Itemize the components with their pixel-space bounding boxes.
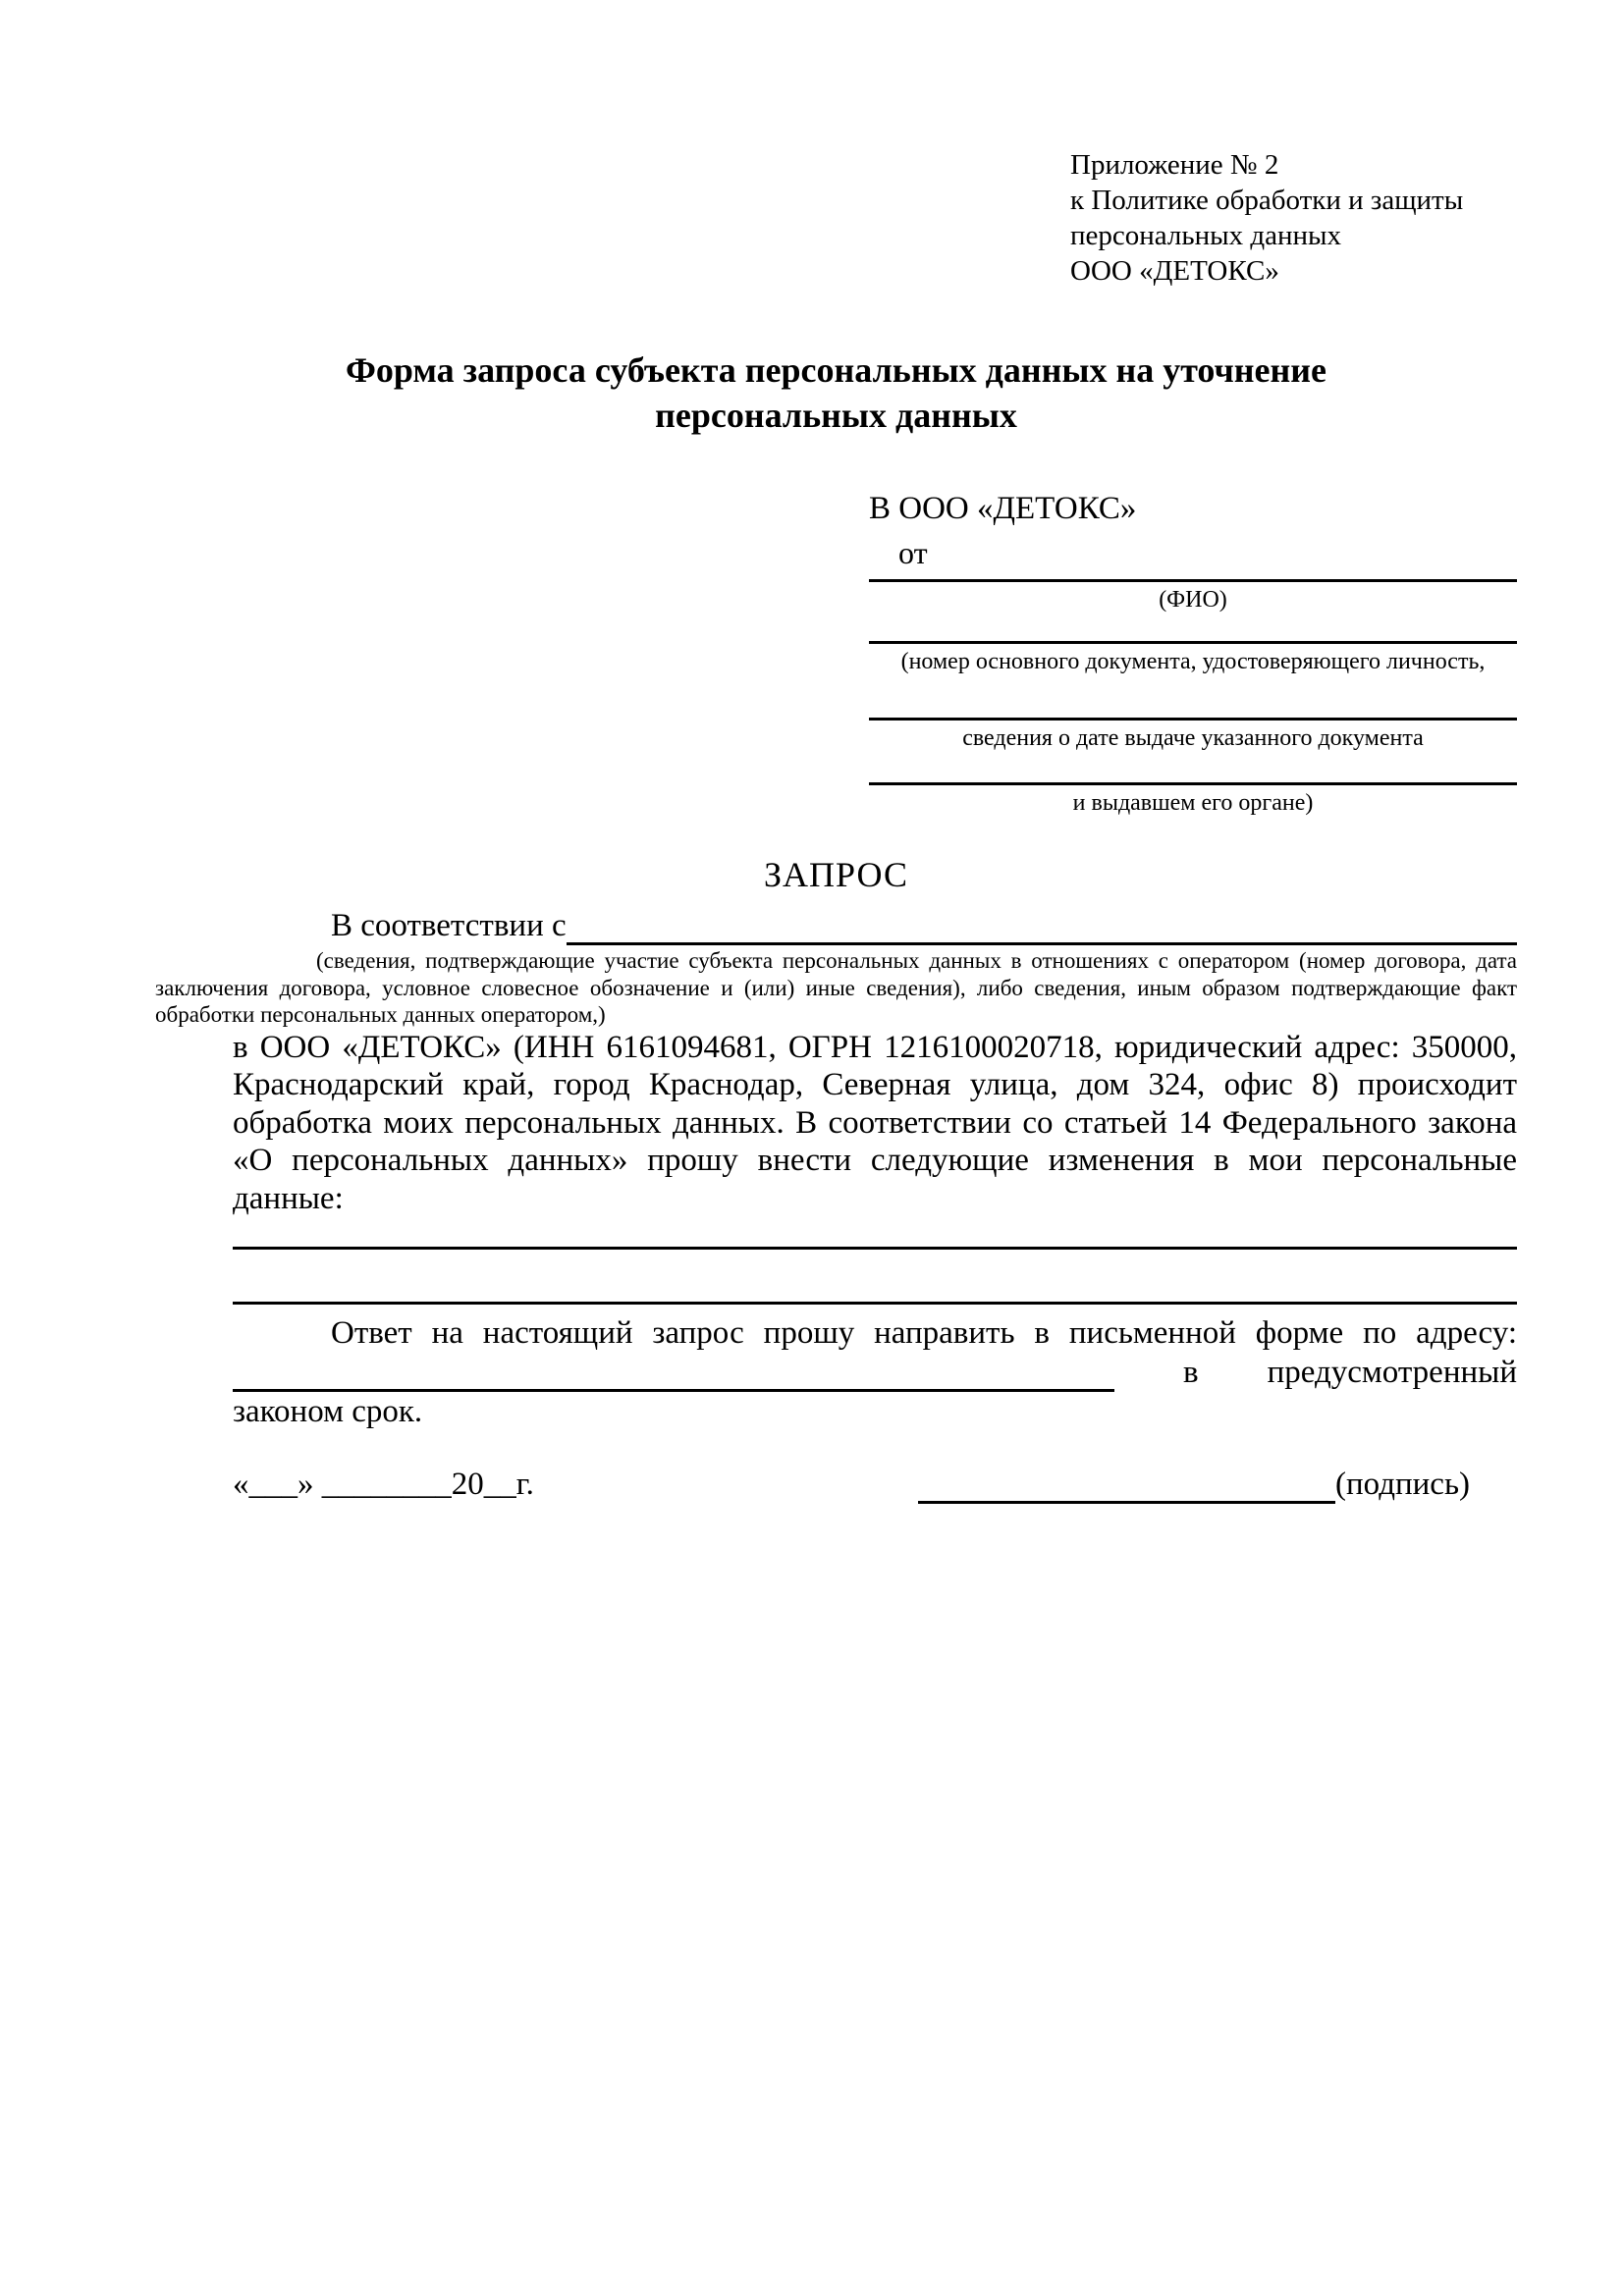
request-heading: ЗАПРОС: [764, 855, 908, 894]
changes-input-line-2[interactable]: [233, 1302, 1517, 1305]
issuing-authority-field: [869, 782, 1517, 818]
fio-field: [869, 579, 1517, 614]
issue-date-input-line[interactable]: [869, 718, 1517, 721]
issuing-authority-input-line[interactable]: [869, 782, 1517, 785]
document-title: [155, 347, 1517, 438]
basis-prefix: В соответствии с: [331, 908, 567, 943]
appendix-header: [1070, 0, 1517, 289]
document-number-input-line[interactable]: [869, 641, 1517, 644]
document-number-field: [869, 641, 1517, 676]
addressee-from-label: от: [898, 535, 928, 570]
issuing-authority-caption: и выдавшем его органе): [1072, 790, 1314, 816]
signature-caption: (подпись): [1335, 1466, 1470, 1502]
signature-input-line[interactable]: [918, 1471, 1335, 1504]
issue-date-field: [869, 718, 1517, 753]
addressee-block: [869, 489, 1517, 818]
fio-input-line[interactable]: [869, 579, 1517, 582]
signature-row: [233, 1465, 1517, 1504]
answer-address-row: [233, 1353, 1517, 1392]
fio-caption: (ФИО): [1159, 587, 1227, 613]
answer-word-in: в: [1183, 1355, 1199, 1390]
appendix-line-3: персональных данных: [1070, 220, 1342, 251]
appendix-line-1: Приложение № 2: [1070, 149, 1279, 181]
answer-sentence: Ответ на настоящий запрос прошу направить в письменной форме по адресу:: [331, 1315, 1517, 1351]
basis-note: (сведения, подтверждающие участие субъекта персональных данных в отношениях с оператором (номер договора, дата заключения договора, условное словесное обозначение и (или) иные сведения), либо сведения, иным образом подтверждающие факт обработки персональных данных оператором,): [155, 948, 1517, 1027]
issue-date-caption: сведения о дате выдаче указанного документа: [962, 725, 1424, 751]
address-input-line[interactable]: [233, 1360, 1114, 1392]
answer-paragraph: [233, 1314, 1517, 1431]
document-title-line-2: персональных данных: [655, 396, 1017, 435]
answer-closing: законом срок.: [233, 1393, 423, 1429]
appendix-line-4: ООО «ДЕТОКС»: [1070, 255, 1279, 287]
date-placeholder[interactable]: «___» ________20__г.: [233, 1466, 534, 1502]
request-body: в ООО «ДЕТОКС» (ИНН 6161094681, ОГРН 1216100020718, юридический адрес: 350000, Краснодарский край, город Краснодар, Северная улица, дом 324, офис 8) происходит обработка моих персональных данных. В соответствии со статьей 14 Федерального закона «О персональных данных» прошу внести следующие изменения в мои персональные данные:: [233, 1029, 1517, 1216]
document-title-line-1: Форма запроса субъекта персональных данных на уточнение: [346, 350, 1326, 390]
answer-word-term: предусмотренный: [1267, 1355, 1517, 1390]
signature-block: [918, 1465, 1470, 1504]
addressee-to: В ООО «ДЕТОКС»: [869, 491, 1137, 526]
document-number-caption: (номер основного документа, удостоверяющего личность,: [900, 649, 1486, 674]
appendix-line-2: к Политике обработки и защиты: [1070, 185, 1464, 216]
basis-line: [233, 906, 1517, 945]
basis-input-line[interactable]: [567, 909, 1517, 945]
changes-input-line-1[interactable]: [233, 1247, 1517, 1250]
